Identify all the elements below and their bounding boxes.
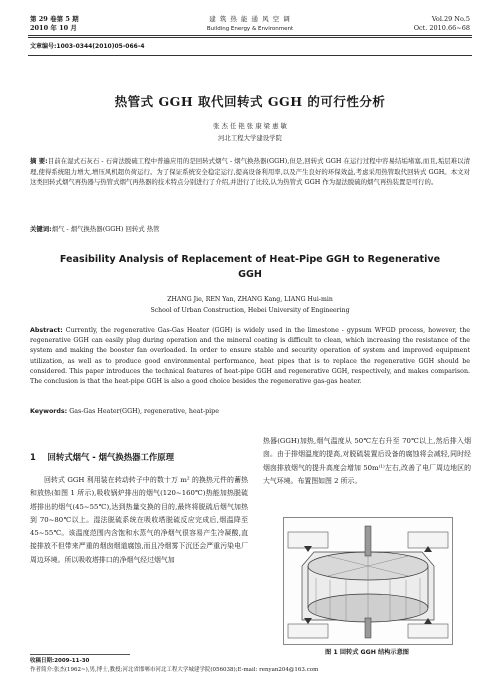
- section-1-number: 1: [30, 452, 36, 462]
- keywords-cn: [30, 224, 470, 235]
- abstract-cn: [30, 156, 470, 188]
- footnote: [30, 657, 470, 674]
- keywords-en: [30, 407, 470, 417]
- authors-cn: 张 杰 任 艳 张 康 梁 惠 敏: [213, 122, 287, 130]
- vol-no-en: Vol.29 No.5: [431, 15, 470, 23]
- authors-en: ZHANG Jie, REN Yan, ZHANG Kang, LIANG Hui-min: [167, 296, 333, 303]
- journal-name-en: Building Energy & Environment: [206, 26, 294, 32]
- journal-name-cn: 建 筑 热 能 通 风 空 调: [209, 15, 291, 23]
- paper-title-en: [0, 252, 500, 282]
- section-1-left-column: 回转式 GGH 利用装在转动转子中的数十万 m² 的换热元件的蓄热和放热(如图 1 所示),吸收锅炉排出的烟气(120~160℃)热能加热脱硫塔排出的烟气(45~55℃),达到热量交换的目的,最终将脱硫后烟气加热到 70~80℃以上。湿法脱硫系统在吸收塔脱硫反应完成后,烟温降至 45~55℃。该温度范围内含饱和水蒸气的净烟气很容易产生冷凝酸,直接排放不但带来严重的烟囱烟道腐蚀,而且冷烟雾下沉还会严重污染电厂周边环境。所以吸收塔排口的净烟气经过烟气加: [30, 476, 248, 564]
- article-number: 文章编号:1003-0344(2010)05-066-4: [30, 43, 145, 50]
- abstract-en: [30, 326, 470, 387]
- section-1-title: 回转式烟气 - 烟气换热器工作原理: [47, 452, 175, 462]
- keywords-cn-text: 烟气 - 烟气换热器(GGH) 回转式 热管: [51, 225, 160, 233]
- affiliation-en: School of Urban Construction, Hebei University of Engineering: [150, 307, 350, 314]
- header-rule-bottom: [28, 37, 472, 38]
- abstract-en-text: Currently, the regenerative Gas-Gas Heater (GGH) is widely used in the limestone - gypsum WFGD process, however, the regenerative GGH can easily plug during operation and the mineral coating is difficult to clean, which increasing the resistance of the system and making the booster fan overloaded. In order to ensure stable and security operation of system and improved equipment utilization, as well as to produce good environmental performance, heat pipes that is to replace the regenerative GGH should be considered. This paper introduces the technical features of heat-pipe GGH and regenerative GGH, respectively, and makes comparison. The conclusion is that the heat-pipe GGH is also a good choice besides the regenerative gas-gas heater.: [30, 327, 470, 386]
- volume-issue: 第 29 卷第 5 期: [30, 15, 79, 23]
- abstract-en-label: Abstract:: [30, 327, 63, 334]
- abstract-cn-text: 目前在湿式石灰石 - 石膏法脱硫工程中普遍应用的是回转式烟气 - 烟气换热器(GGH),但是,回转式 GGH 在运行过程中容易结垢堵塞,而且,垢层难以清理,使得系统阻力增大,增压风机超负荷运行。为了保证系统安全稳定运行,提高设备利用率,以及产生良好的环保效益,考虑采用热管取代回转式 GGH。本文对这类回转式烟气再热器与热管式烟气再热器的技术特点分别进行了介绍,并进行了比较,认为热管式 GGH 作为湿法脱硫的烟气再热装置是可行的。: [30, 157, 471, 187]
- keywords-cn-label: 关键词:: [30, 225, 52, 233]
- section-1-heading: [30, 451, 174, 463]
- date-pages-en: Oct. 2010.66~68: [413, 24, 470, 32]
- journal-ref: [414, 15, 470, 33]
- journal-volume: [30, 15, 79, 33]
- journal-name: [180, 15, 320, 34]
- figure-1-caption: 图 1 回转式 GGH 结构示意图: [325, 649, 409, 656]
- received-date: 收稿日期:2009-11-30: [30, 658, 90, 664]
- paper-title-en-line1: Feasibility Analysis of Replacement of Heat-Pipe GGH to Regenerative: [59, 254, 441, 265]
- paper-title-cn: 热管式 GGH 取代回转式 GGH 的可行性分析: [114, 94, 386, 109]
- article-number-rule: [28, 55, 472, 56]
- section-1-right-column: 热器(GGH)加热,烟气温度从 50℃左右升至 70℃以上,然后排入烟囱。由于排烟温度的提高,对脱硫装置后设备的腐蚀将会减轻,同时经烟囱排放烟气的提升高度会增加 50m⁽¹⁾左右,改善了电厂周边地区的大气环境。布置图如图 2 所示。: [263, 437, 471, 485]
- affiliation-cn: 河北工程大学建设学院: [218, 134, 282, 142]
- author-info: 作者简介:张杰(1962~),男,博士,教授;河北省邯郸市河北工程大学城建学院(056038);E-mail: renyan204@163.com: [30, 666, 319, 673]
- keywords-en-text: Gas-Gas Heater(GGH), regenerative, heat-pipe: [69, 408, 219, 415]
- figure-1-image: [283, 517, 453, 645]
- regenerative-ggh-diagram: [284, 518, 452, 644]
- abstract-cn-label: 摘 要:: [30, 157, 48, 165]
- keywords-en-label: Keywords:: [30, 408, 68, 415]
- header-rule-top: [28, 35, 472, 36]
- paper-title-en-line2: GGH: [238, 269, 262, 280]
- issue-date: 2010 年 10 月: [30, 24, 77, 32]
- footnote-rule: [30, 654, 130, 655]
